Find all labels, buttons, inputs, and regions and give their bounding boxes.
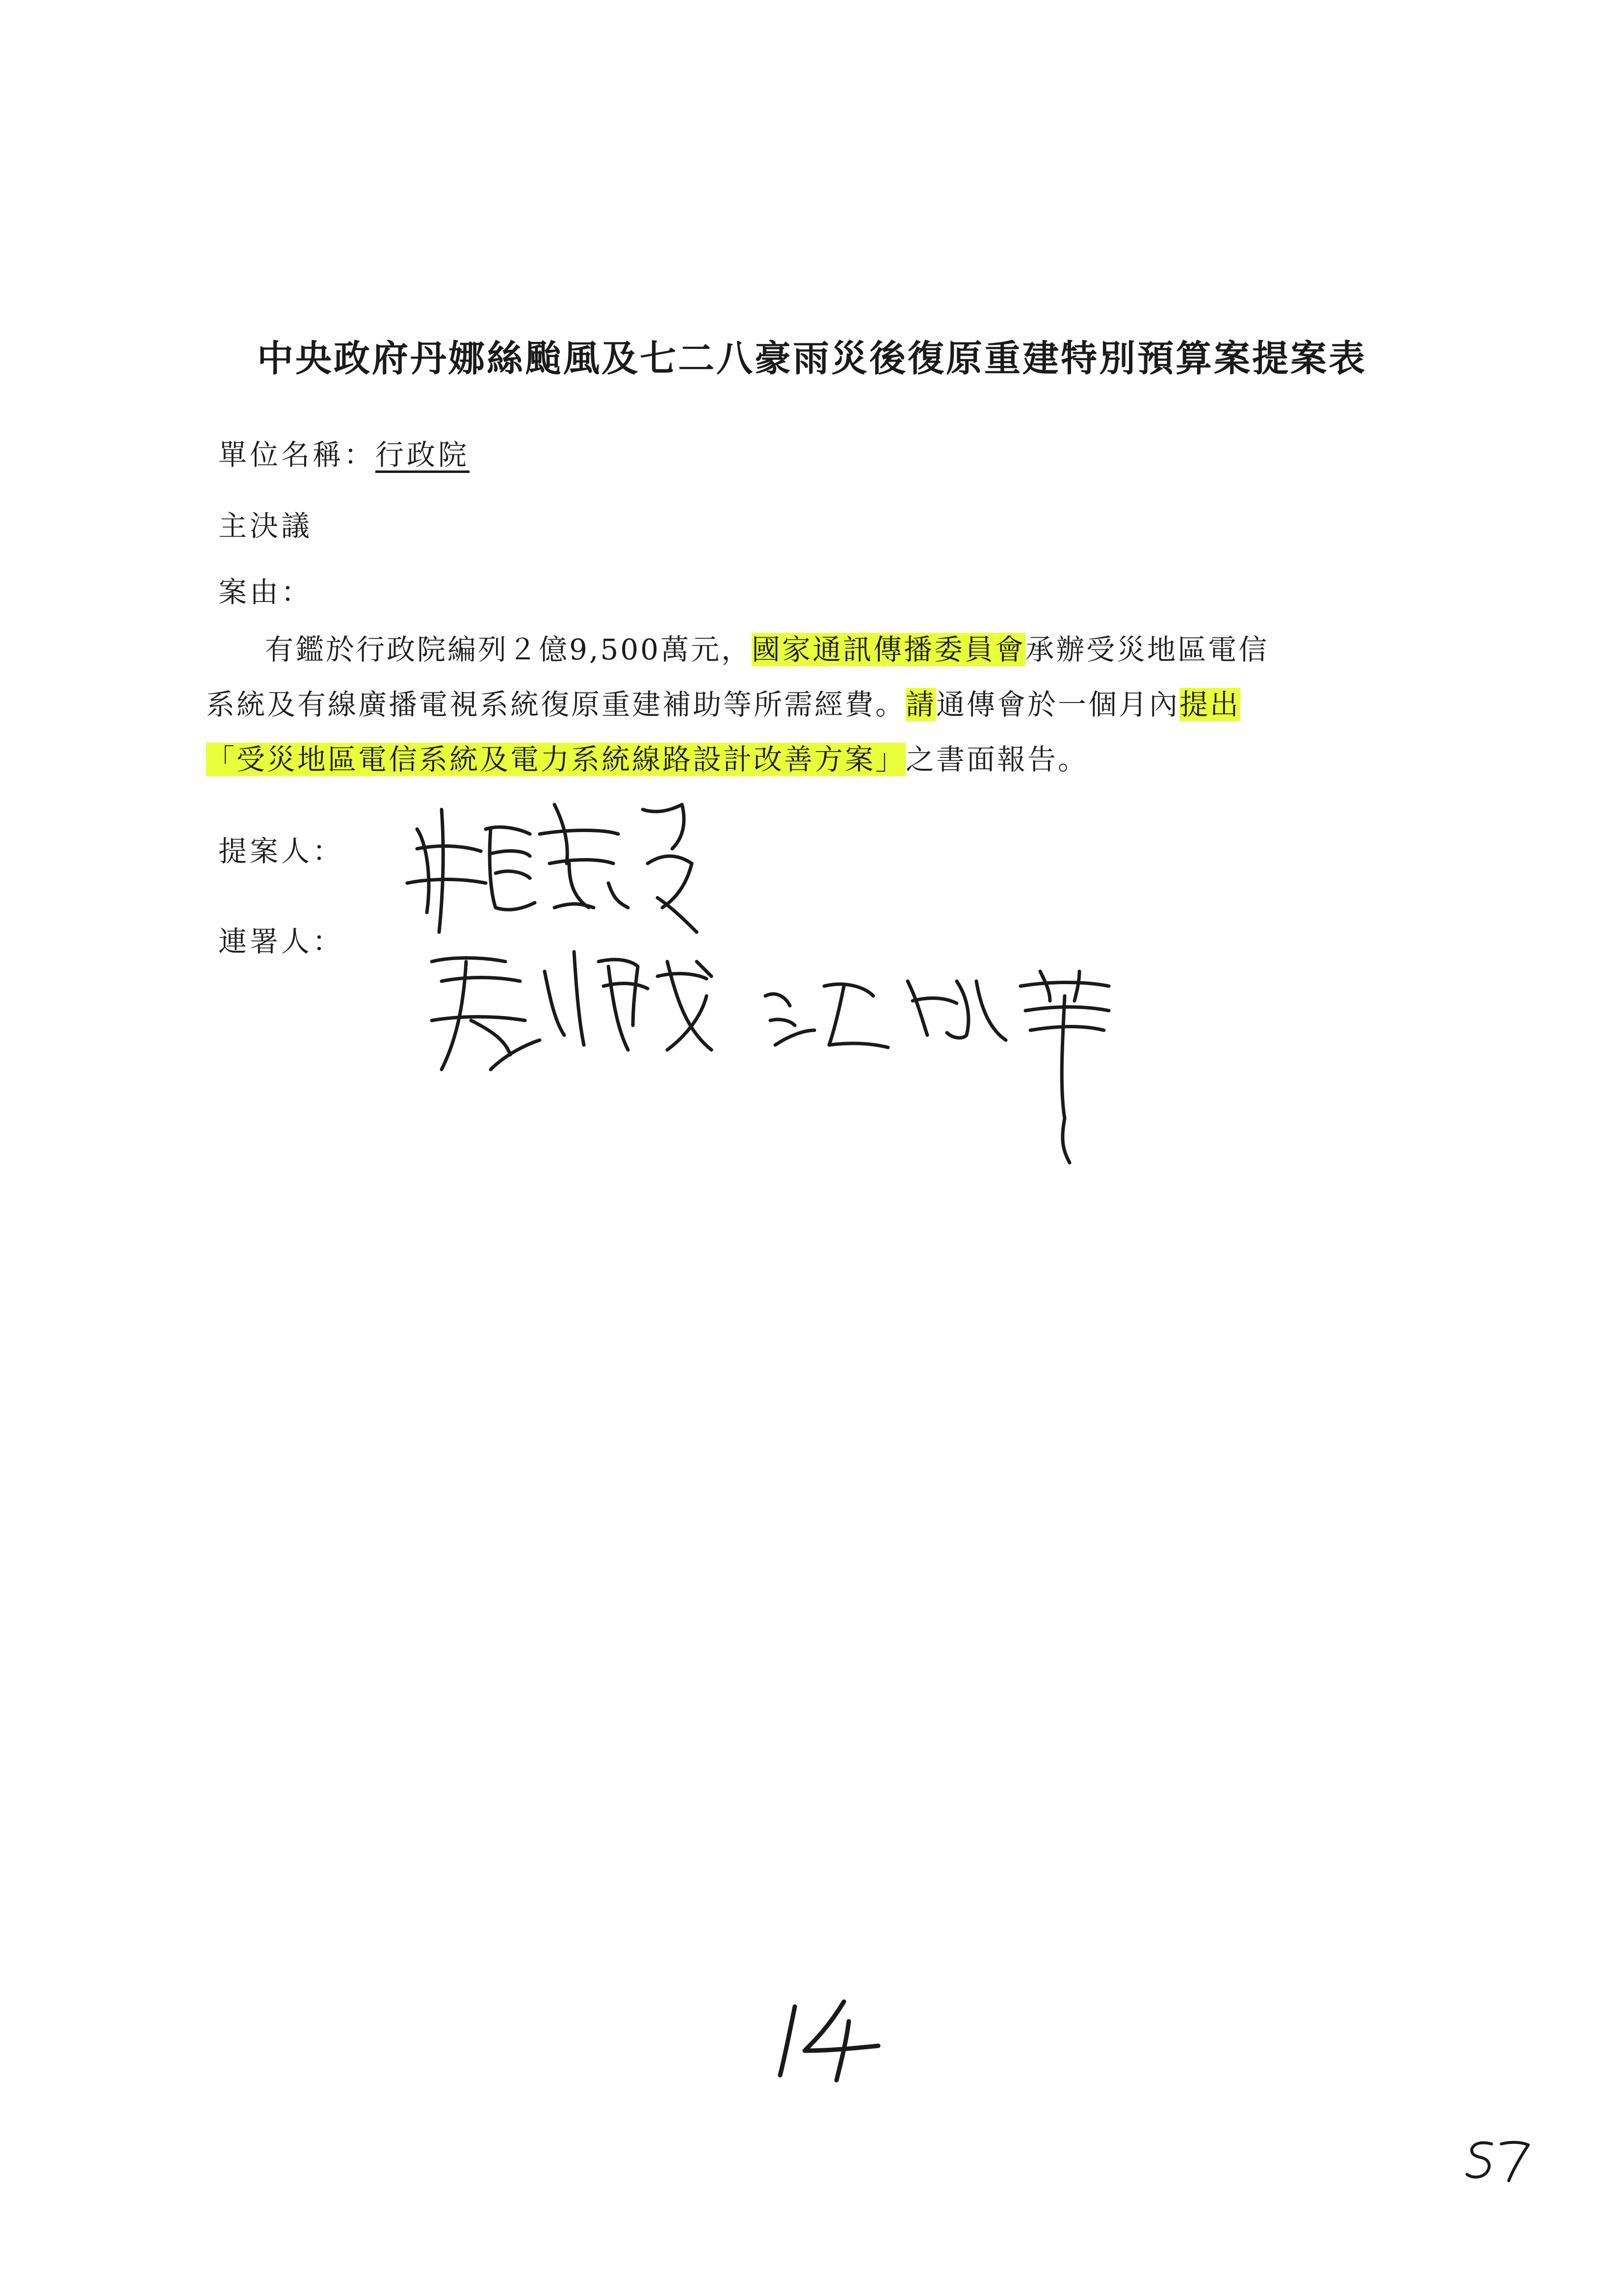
main-resolution-label: 主決議 (218, 509, 313, 543)
signature-cosigner-1 (432, 952, 711, 1070)
body-line-2: 系統及有線廣播電視系統復原重建補助等所需經費。請通傳會於一個月內提出 (206, 688, 1241, 721)
highlight-request: 請 (906, 688, 937, 721)
cosigner-label: 連署人： (218, 925, 344, 958)
signature-proposer (407, 805, 697, 932)
handwritten-page-number (780, 2002, 878, 2080)
signature-cosigner-2 (765, 971, 1109, 1163)
body-line-1: 有鑑於行政院編列２億9,500萬元，國家通訊傳播委員會承辦受災地區電信 (265, 633, 1269, 666)
case-body (206, 622, 1433, 787)
unit-row (218, 432, 470, 473)
handwritten-corner-number (1467, 2142, 1528, 2181)
proposer-label: 提案人： (218, 835, 344, 868)
body-line-3: 「受災地區電信系統及電力系統線路設計改善方案」之書面報告。 (206, 743, 1089, 776)
highlight-plan-title: 「受災地區電信系統及電力系統線路設計改善方案」 (206, 743, 906, 776)
highlight-agency: 國家通訊傳播委員會 (752, 633, 1026, 666)
highlight-submit: 提出 (1179, 688, 1241, 721)
case-label: 案由： (218, 575, 313, 609)
document-title: 中央政府丹娜絲颱風及七二八豪雨災後復原重建特別預算案提案表 (257, 338, 1367, 380)
unit-label: 單位名稱： (218, 438, 376, 471)
unit-value: 行政院 (375, 438, 470, 471)
